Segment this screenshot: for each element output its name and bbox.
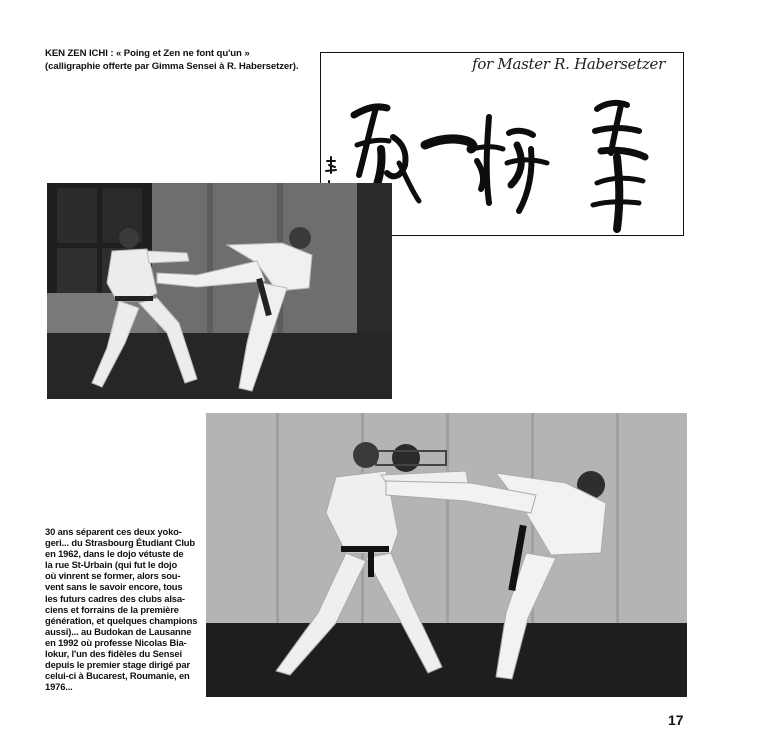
caption-line: où vinrent se former, alors sou- — [45, 570, 181, 582]
calligraphy-dedication: for Master R. Habersetzer — [472, 55, 665, 73]
caption-line: geri... du Strasbourg Étudiant Club — [45, 537, 195, 549]
caption-line: celui-ci à Bucarest, Roumanie, en — [45, 670, 190, 682]
caption-line: ciens et forrains de la première — [45, 603, 179, 615]
caption-lead: KEN ZEN ICHI : — [45, 48, 114, 59]
caption-line: génération, et quelques champions — [45, 614, 198, 626]
caption-text: « Poing et Zen ne font qu'un » (calligraphie offerte par Gimma Sensei à R. Habersetzer). — [45, 48, 299, 72]
caption-line: depuis le premier stage dirigé par — [45, 659, 190, 671]
calligraphy-characters — [354, 103, 645, 229]
caption-line: aussi)... au Budokan de Lausanne — [45, 625, 192, 637]
photo-caption — [45, 526, 205, 692]
caption-line: en 1962, dans le dojo vétuste de — [45, 548, 184, 560]
caption-line: les futurs cadres des clubs alsa- — [45, 592, 185, 604]
caption-line: vent sans le savoir encore, tous — [45, 581, 183, 593]
photo-1992-budokan — [206, 413, 687, 697]
caption-line: 1976... — [45, 681, 73, 693]
caption-line: en 1992 où professe Nicolas Bia- — [45, 636, 187, 648]
caption-line: 30 ans séparent ces deux yoko- — [45, 526, 182, 537]
caption-line: la rue St-Urbain (qui fut le dojo — [45, 559, 178, 571]
photo-1962-dojo — [47, 183, 392, 399]
caption-line: lokur, l'un des fidèles du Sensei — [45, 648, 182, 660]
calligraphy-caption — [45, 48, 307, 73]
page-number: 17 — [668, 712, 684, 728]
